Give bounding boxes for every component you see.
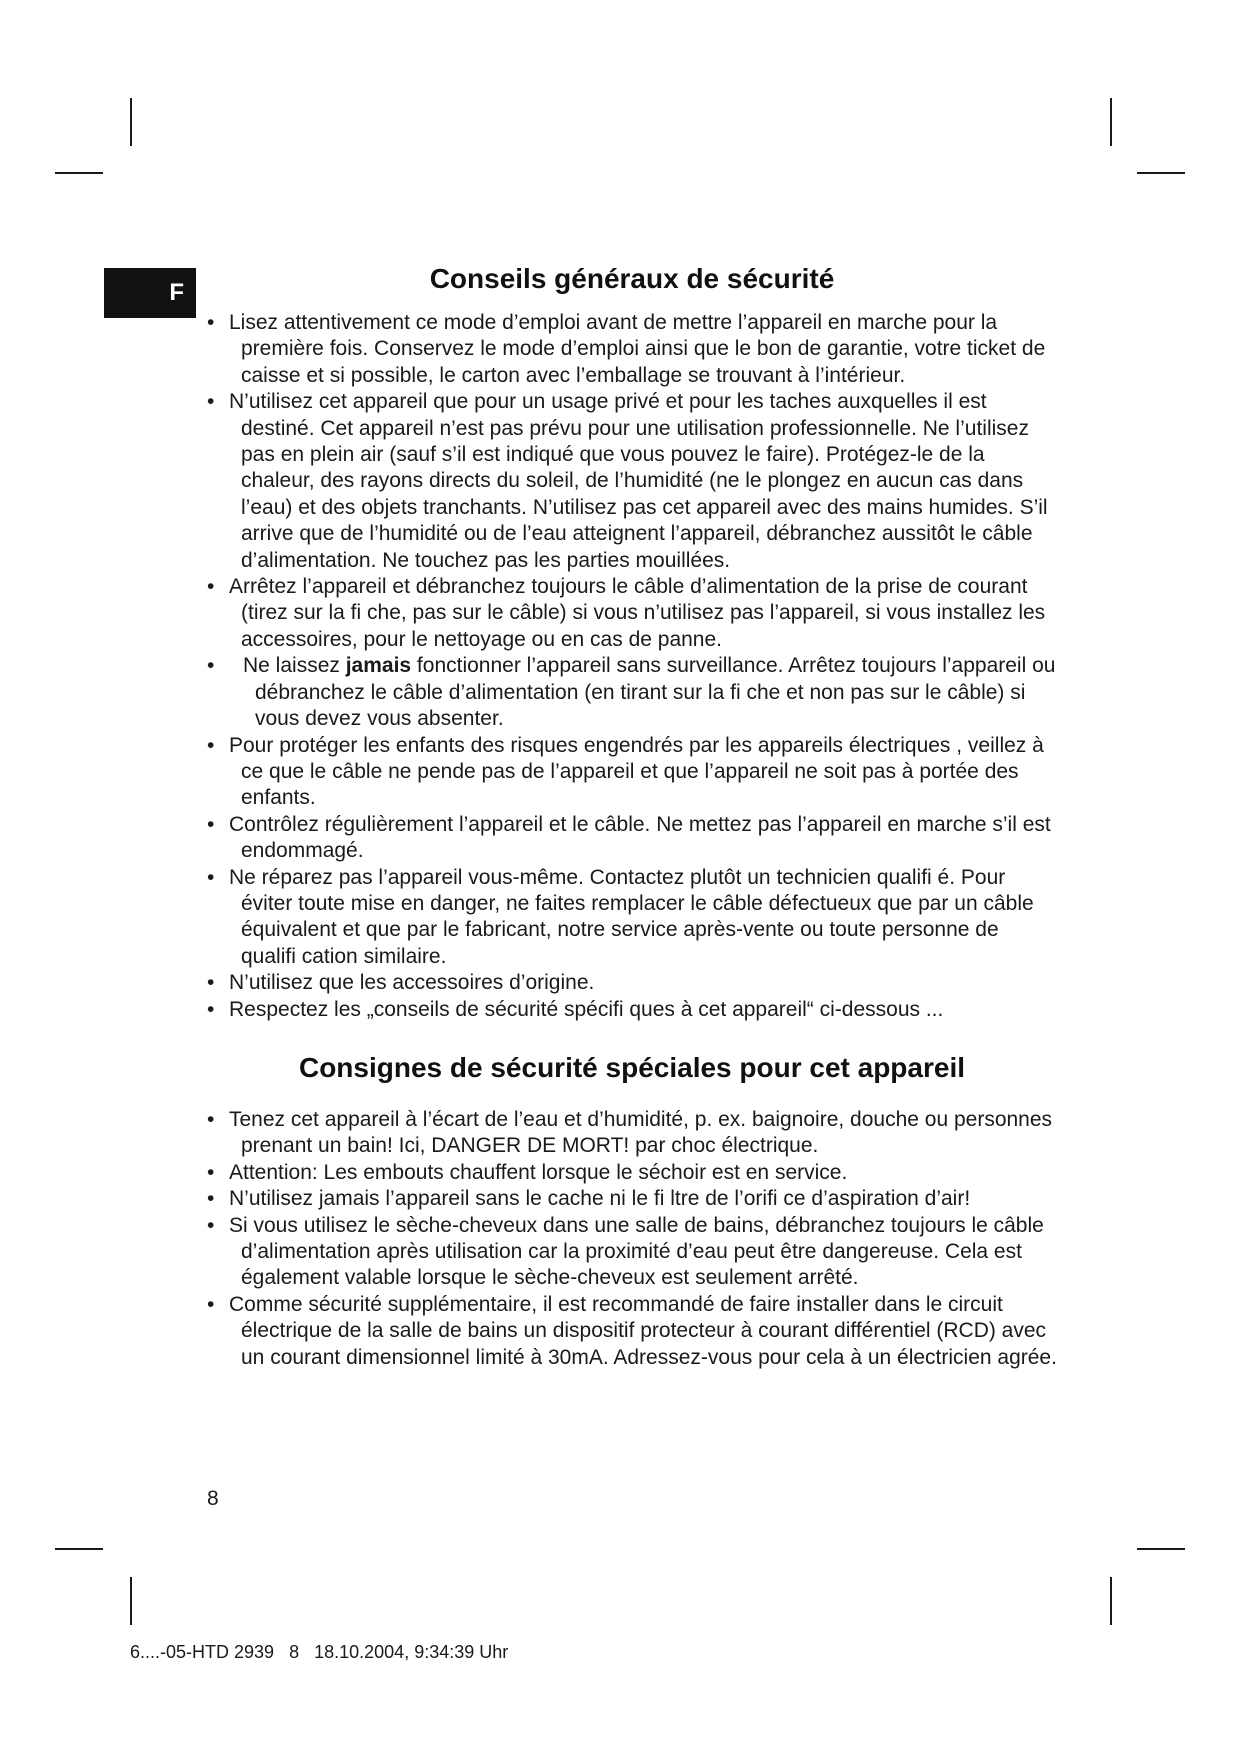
crop-mark-top-right-horizontal bbox=[1137, 172, 1185, 174]
crop-mark-top-left-horizontal bbox=[55, 172, 103, 174]
list-item bbox=[207, 1160, 1057, 1186]
list-item bbox=[207, 1107, 1057, 1160]
list-item bbox=[207, 389, 1057, 574]
list-item-text: • Tenez cet appareil à l’écart de l’eau et d’humidité, p. ex. baignoire, douche ou personnes prenant un bain! Ici, DANGER DE MORT! par choc électrique. bbox=[229, 1107, 1053, 1158]
text-fragment: fonctionner l’appareil sans surveillance. Arrêtez toujours l’appareil ou débranchez le câble d’alimentation (en tirant sur la fi che et non pas sur le câble) si vous devez vous absenter. bbox=[255, 654, 1056, 731]
list-item bbox=[207, 997, 1057, 1023]
list-item-text: • Ne réparez pas l’appareil vous-même. Contactez plutôt un technicien qualifi é. Pour éviter toute mise en danger, ne faites remplacer le câble défectueux que par un câble équivalent et que par le fabricant, notre service après-vente ou toute personne de qualifi cation similaire. bbox=[229, 865, 1034, 968]
list-item bbox=[207, 1213, 1057, 1292]
list-item-text: • Si vous utilisez le sèche-cheveux dans une salle de bains, débranchez toujours le câble d’alimentation après utilisation car la proximité d’eau peut être dangereuse. Cela est également valable lorsque le sèche-cheveux est seulement arrêté. bbox=[229, 1213, 1044, 1290]
crop-mark-bottom-right-vertical bbox=[1110, 1577, 1112, 1625]
page-content bbox=[207, 262, 1057, 1371]
crop-mark-top-left-vertical bbox=[130, 98, 132, 146]
print-footer bbox=[130, 1642, 518, 1663]
emphasis-jamais: jamais bbox=[345, 654, 412, 678]
list-item-text: • Lisez attentivement ce mode d’emploi avant de mettre l’appareil en marche pour la première fois. Conservez le mode d’emploi ainsi que le bon de garantie, votre ticket de caisse et si possible, le carton avec l’emballage se trouvant à l’intérieur. bbox=[229, 311, 1046, 387]
crop-mark-bottom-right-horizontal bbox=[1137, 1548, 1185, 1550]
list-item bbox=[207, 1186, 1057, 1212]
list-item bbox=[207, 733, 1057, 812]
list-item-text: • N’utilisez jamais l’appareil sans le cache ni le fi ltre de l’orifi ce d’aspiration d’air! bbox=[229, 1187, 971, 1211]
footer-file-name: 6....-05-HTD 2939 bbox=[130, 1642, 275, 1662]
list-item bbox=[207, 310, 1057, 389]
section-title-special-safety: Consignes de sécurité spéciales pour cet appareil bbox=[298, 1051, 966, 1083]
list-item bbox=[207, 865, 1057, 971]
list-item bbox=[207, 653, 1057, 732]
list-item-text: • N’utilisez cet appareil que pour un usage privé et pour les taches auxquelles il est destiné. Cet appareil n’est pas prévu pour une utilisation professionnelle. Ne l’utilisez pas en plein air (sauf s’il est indiqué que vous pouvez le faire). Protégez-le de la chaleur, des rayons directs du soleil, de l’humidité (ne le plongez en aucun cas dans l’eau) et des objets tranchants. N’utilisez pas cet appareil avec des mains humides. S’il arrive que de l’humidité ou de l’eau atteignent l’appareil, débranchez aussitôt le câble d’alimentation. Ne touchez pas les parties mouillées. bbox=[229, 390, 1048, 572]
list-item-text: • Pour protéger les enfants des risques engendrés par les appareils électriques , veillez à ce que le câble ne pende pas de l’appareil et que l’appareil ne soit pas à portée des enfants. bbox=[229, 733, 1044, 810]
general-safety-list bbox=[207, 310, 1057, 1023]
crop-mark-top-right-vertical bbox=[1110, 98, 1112, 146]
list-item-text bbox=[229, 653, 1057, 732]
list-item-text: • Arrêtez l’appareil et débranchez toujours le câble d’alimentation de la prise de courant (tirez sur la fi che, pas sur le câble) si vous n’utilisez pas l’appareil, si vous installez les accessoires, pour le nettoyage ou en cas de panne. bbox=[229, 575, 1046, 651]
list-item bbox=[207, 970, 1057, 996]
list-item bbox=[207, 574, 1057, 653]
text-fragment: Ne laissez bbox=[243, 654, 346, 678]
list-item-text: • Contrôlez régulièrement l’appareil et le câble. Ne mettez pas l’appareil en marche s’il est endommagé. bbox=[229, 812, 1051, 863]
list-item-text: • Comme sécurité supplémentaire, il est recommandé de faire installer dans le circuit électrique de la salle de bains un dispositif protecteur à courant différentiel (RCD) avec un courant dimensionnel limité à 30mA. Adressez-vous pour cela à un électricien agrée. bbox=[229, 1292, 1057, 1369]
list-item bbox=[207, 1292, 1057, 1371]
list-item bbox=[207, 812, 1057, 865]
language-tab: F bbox=[104, 268, 196, 318]
page-number: 8 bbox=[207, 1487, 219, 1510]
list-item-text: • Respectez les „conseils de sécurité spécifi ques à cet appareil“ ci-dessous ... bbox=[229, 997, 944, 1021]
list-item-text: • N’utilisez que les accessoires d’origine. bbox=[229, 971, 595, 995]
footer-timestamp: 18.10.2004, 9:34:39 Uhr bbox=[314, 1642, 509, 1662]
special-safety-list bbox=[207, 1107, 1057, 1371]
section-title-general-safety: Conseils généraux de sécurité bbox=[429, 263, 835, 294]
footer-page: 8 bbox=[289, 1642, 300, 1662]
crop-mark-bottom-left-horizontal bbox=[55, 1548, 103, 1550]
crop-mark-bottom-left-vertical bbox=[130, 1577, 132, 1625]
list-item-text: • Attention: Les embouts chauffent lorsque le séchoir est en service. bbox=[229, 1160, 848, 1184]
